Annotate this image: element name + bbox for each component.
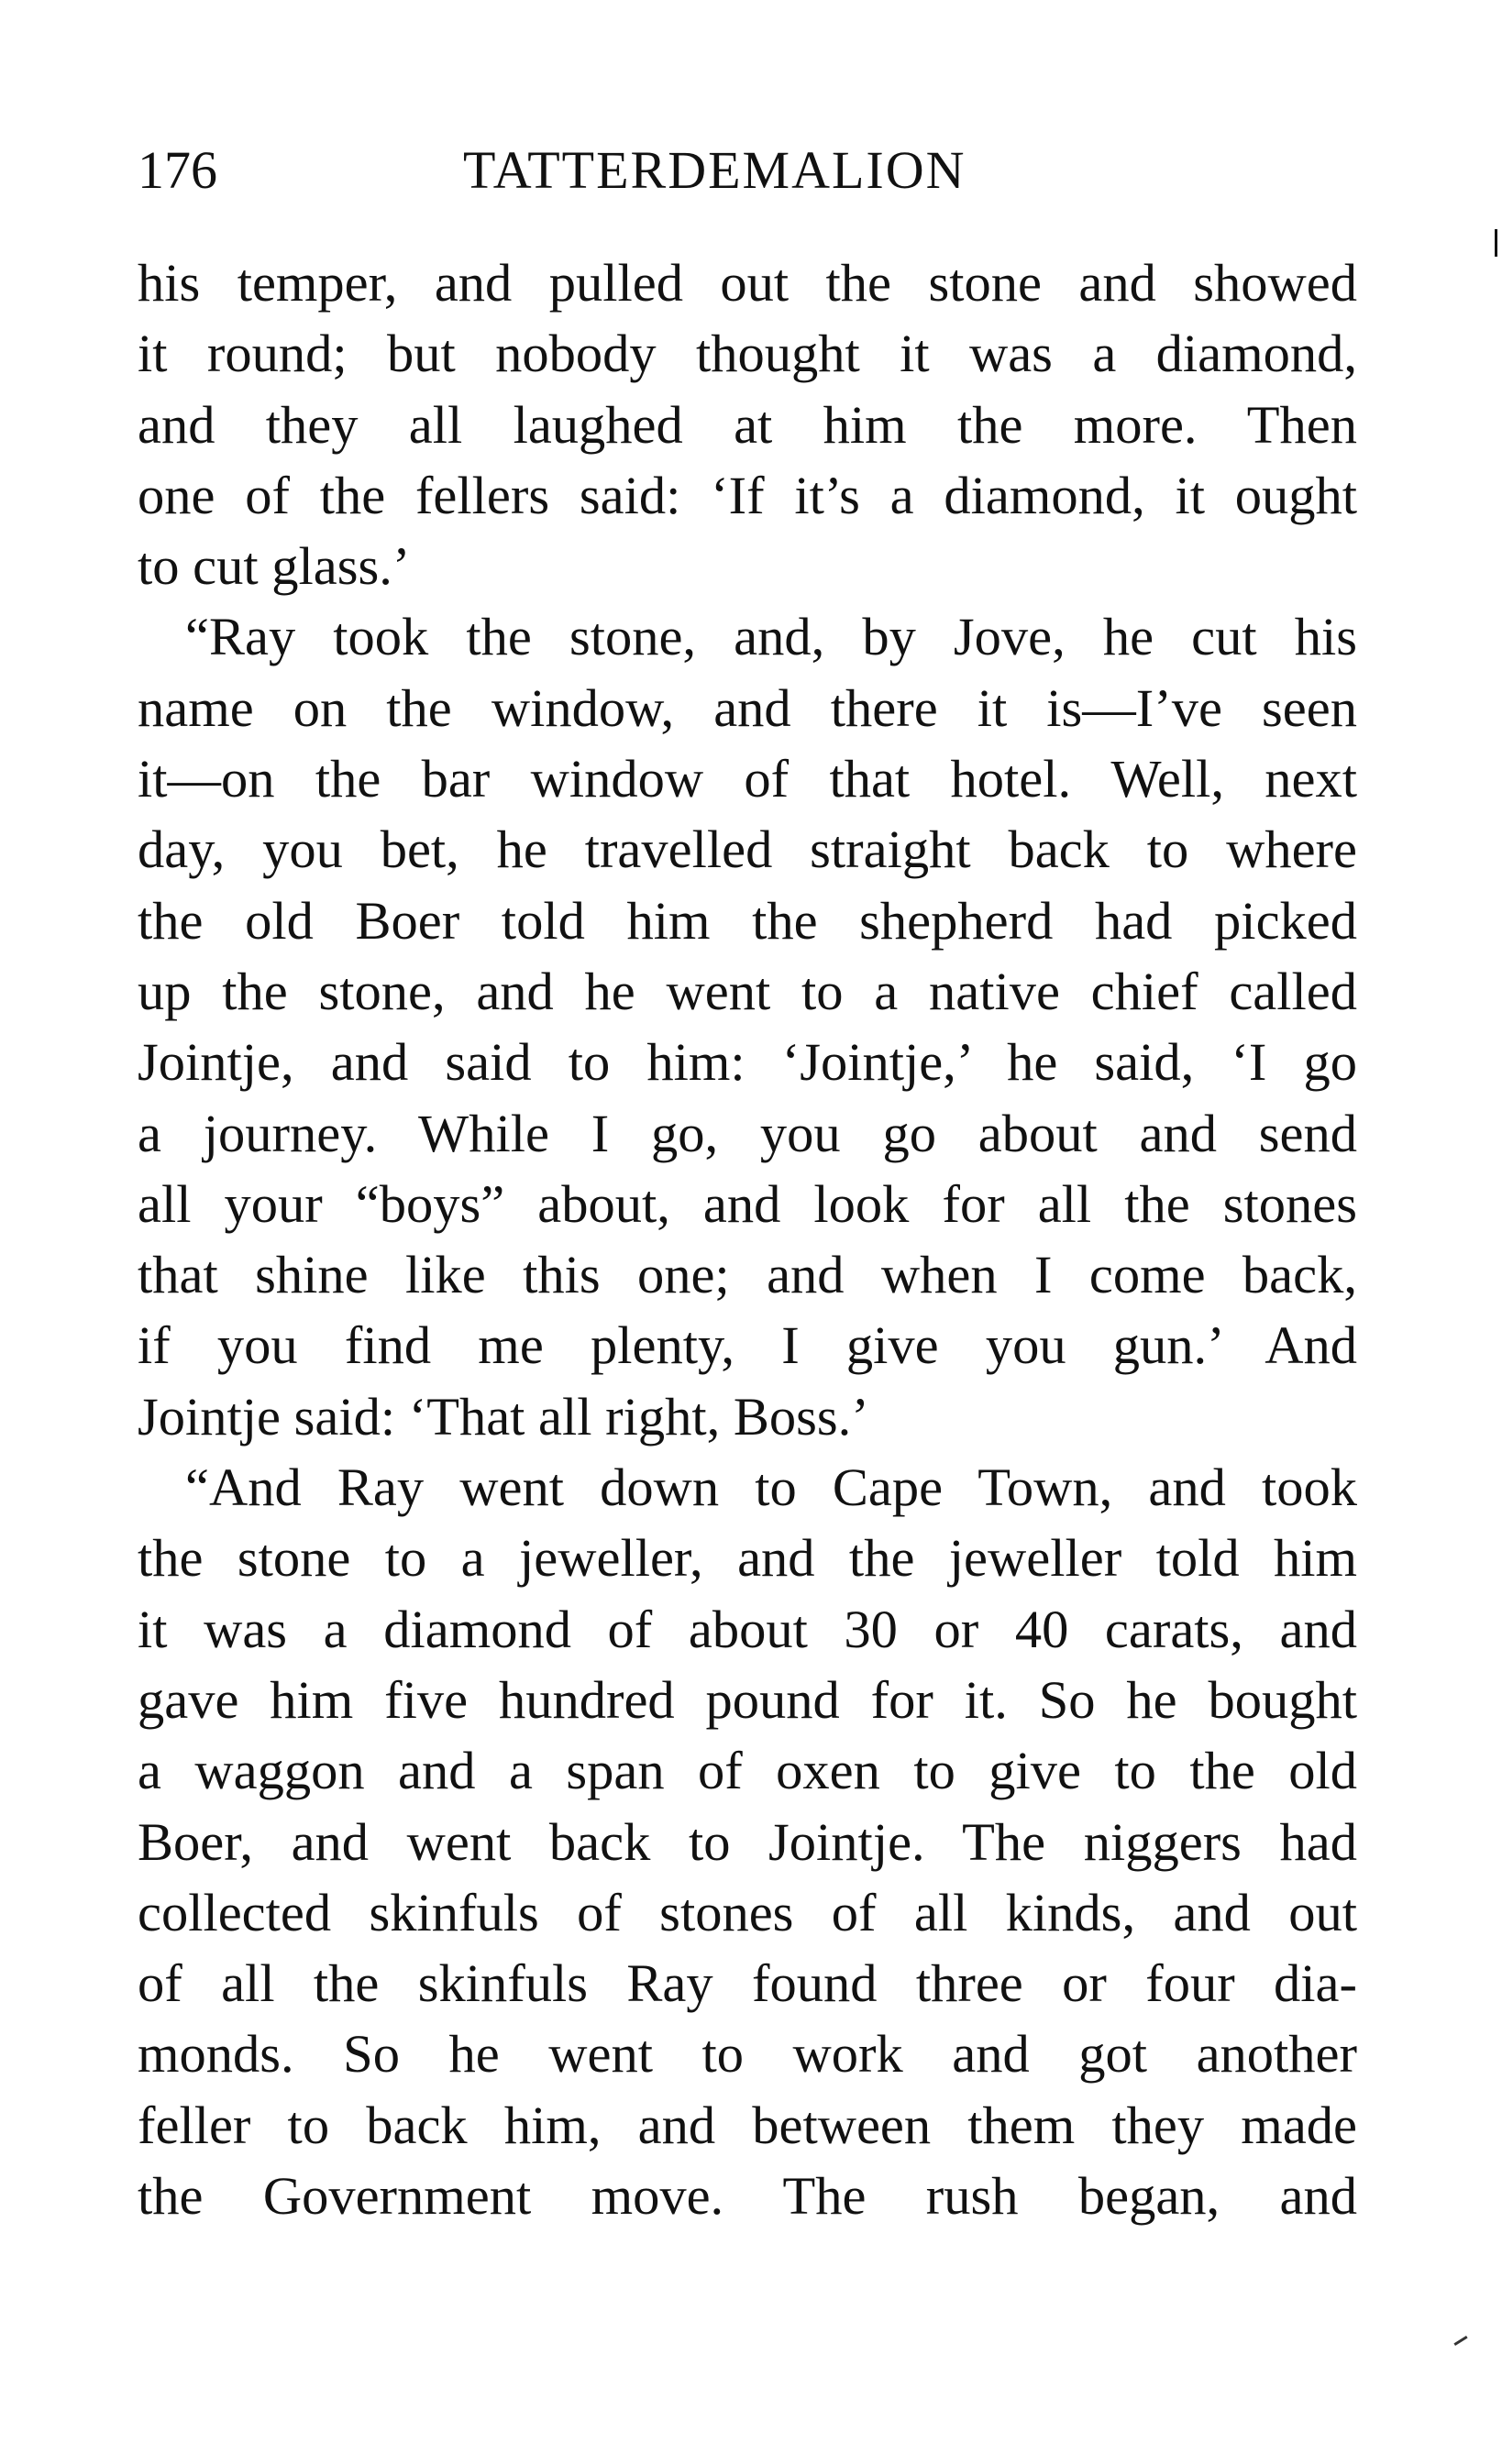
text-line: the Government move. The rush began, and [138, 2166, 1357, 2227]
text-line: collected skinfuls of stones of all kinds, and out [138, 1882, 1357, 1942]
text-line: Jointje said: ‘That all right, Boss.’ [138, 1386, 869, 1446]
page-number: 176 [138, 140, 217, 200]
page-header [138, 134, 1357, 207]
text-line: his temper, and pulled out the stone and showed [138, 253, 1357, 313]
text-line: all your “boys” about, and look for all the stones [138, 1173, 1357, 1234]
text-line: gave him five hundred pound for it. So he bought [138, 1669, 1357, 1730]
text-line: feller to back him, and between them they made [138, 2095, 1357, 2155]
text-line: a journey. While I go, you go about and send [138, 1103, 1357, 1163]
text-line: “Ray took the stone, and, by Jove, he cut his [185, 607, 1357, 667]
text-line: Boer, and went back to Jointje. The niggers had [138, 1811, 1357, 1872]
body-text [138, 248, 1357, 2231]
text-line: the old Boer told him the shepherd had picked [138, 890, 1357, 951]
text-line: monds. So he went to work and got another [138, 2024, 1357, 2084]
text-line: it round; but nobody thought it was a diamond, [138, 324, 1357, 384]
text-line: the stone to a jeweller, and the jeweller told him [138, 1528, 1357, 1589]
text-line: that shine like this one; and when I come back, [138, 1245, 1357, 1305]
text-line: if you find me plenty, I give you gun.’ And [138, 1315, 1357, 1376]
text-line: a waggon and a span of oxen to give to the old [138, 1741, 1357, 1801]
text-line: and they all laughed at him the more. Then [138, 394, 1357, 455]
text-line: of all the skinfuls Ray found three or four dia- [138, 1953, 1357, 2014]
text-line: “And Ray went down to Cape Town, and took [185, 1458, 1357, 1518]
scan-mark [1453, 2336, 1467, 2346]
text-line: to cut glass.’ [138, 536, 411, 597]
text-line: day, you bet, he travelled straight back to where [138, 820, 1357, 880]
scan-mark [1495, 229, 1497, 257]
text-line: Jointje, and said to him: ‘Jointje,’ he said, ‘I go [138, 1032, 1357, 1093]
text-line: it—on the bar window of that hotel. Well, next [138, 749, 1357, 809]
text-line: up the stone, and he went to a native chief called [138, 961, 1357, 1021]
text-line: one of the fellers said: ‘If it’s a diamond, it ought [138, 465, 1357, 525]
running-head: TATTERDEMALION [463, 140, 966, 200]
text-line: name on the window, and there it is—I’ve seen [138, 677, 1357, 738]
text-line: it was a diamond of about 30 or 40 carats, and [138, 1599, 1357, 1659]
